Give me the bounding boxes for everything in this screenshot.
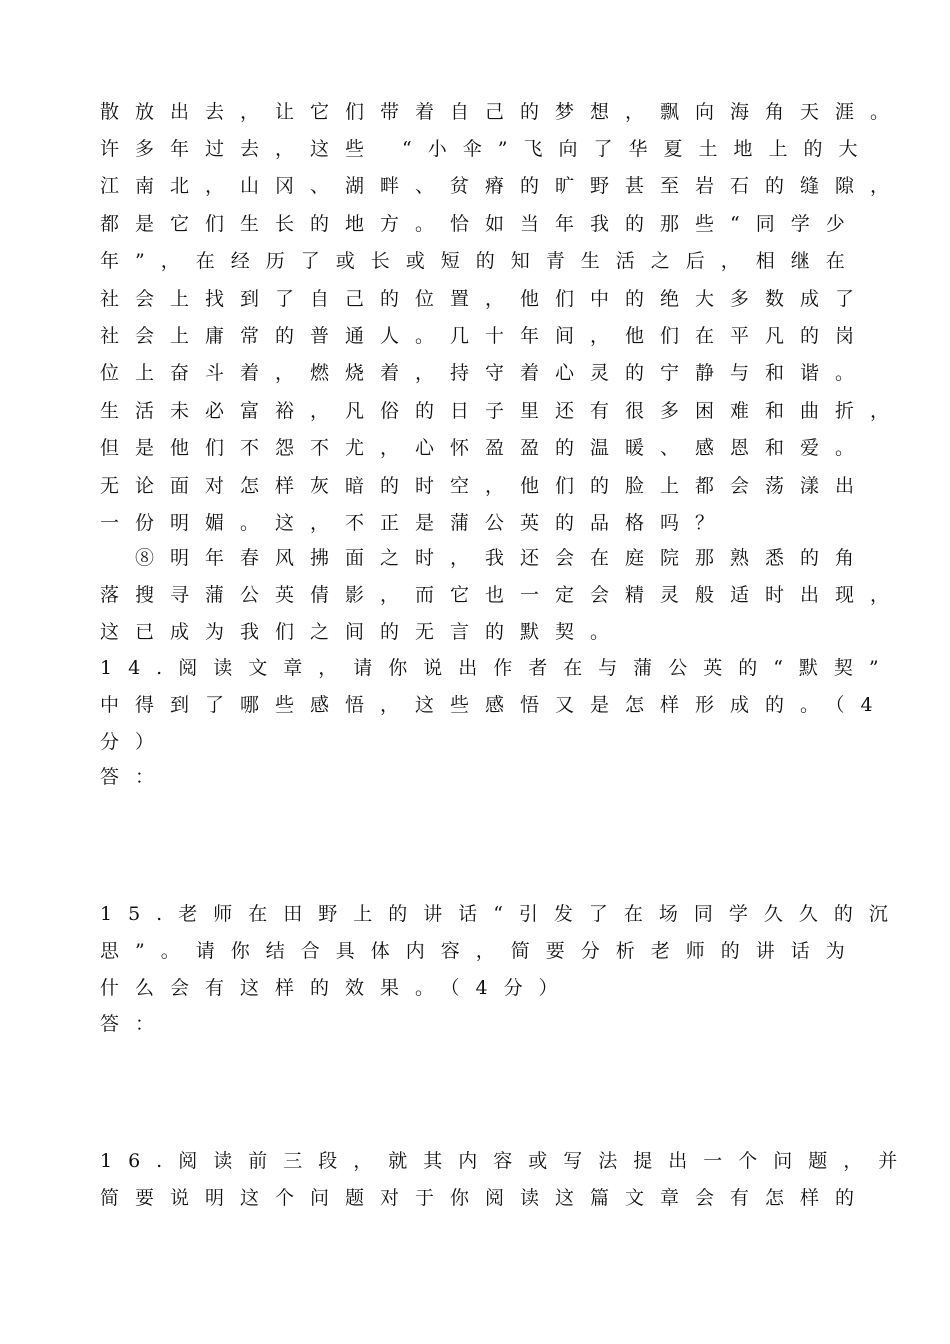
- answer-label-14: 答：: [100, 766, 171, 788]
- passage-line: 位上奋斗着，燃烧着，持守着心灵的宁静与和谐。: [100, 362, 871, 384]
- passage-line: ⑧明年春风拂面之时，我还会在庭院那熟悉的角: [100, 547, 871, 569]
- passage-line: 许多年过去，这些 “小伞”飞向了华夏土地上的大: [100, 138, 874, 160]
- passage-line: 社会上找到了自己的位置，他们中的绝大多数成了: [100, 288, 871, 310]
- question-15-line: 什么会有这样的效果。（4分）: [100, 977, 574, 999]
- answer-label-15: 答：: [100, 1013, 171, 1035]
- question-15-line: 15.老师在田野上的讲话“引发了在场同学久久的沉: [100, 903, 904, 925]
- question-16-line: 16.阅读前三段，就其内容或写法提出一个问题，并: [100, 1150, 914, 1172]
- question-14-line: 中得到了哪些感悟，这些感悟又是怎样形成的。（4: [100, 694, 889, 716]
- passage-line: 这已成为我们之间的无言的默契。: [100, 621, 626, 643]
- passage-line: 社会上庸常的普通人。几十年间，他们在平凡的岗: [100, 325, 871, 347]
- question-14-line: 14.阅读文章，请你说出作者在与蒲公英的“默契”: [100, 657, 895, 679]
- question-16-line: 简要说明这个问题对于你阅读这篇文章会有怎样的: [100, 1187, 871, 1209]
- passage-line: 但是他们不怨不尤，心怀盈盈的温暖、感恩和爱。: [100, 437, 871, 459]
- passage-line: 一份明媚。这，不正是蒲公英的品格吗？: [100, 512, 731, 534]
- question-14-line: 分）: [100, 731, 171, 753]
- passage-line: 年”，在经历了或长或短的知青生活之后，相继在: [100, 250, 861, 272]
- passage-line: 散放出去，让它们带着自己的梦想，飘向海角天涯。: [100, 101, 906, 123]
- passage-line: 江南北，山冈、湖畔、贫瘠的旷野甚至岩石的缝隙，: [100, 175, 906, 197]
- passage-line: 生活未必富裕，凡俗的日子里还有很多困难和曲折，: [100, 400, 906, 422]
- passage-line: 无论面对怎样灰暗的时空，他们的脸上都会荡漾出: [100, 475, 871, 497]
- passage-line: 都是它们生长的地方。恰如当年我的那些“同学少: [100, 213, 861, 235]
- question-15-line: 思”。请你结合具体内容，简要分析老师的讲话为: [100, 940, 861, 962]
- passage-line: 落搜寻蒲公英倩影，而它也一定会精灵般适时出现，: [100, 584, 906, 606]
